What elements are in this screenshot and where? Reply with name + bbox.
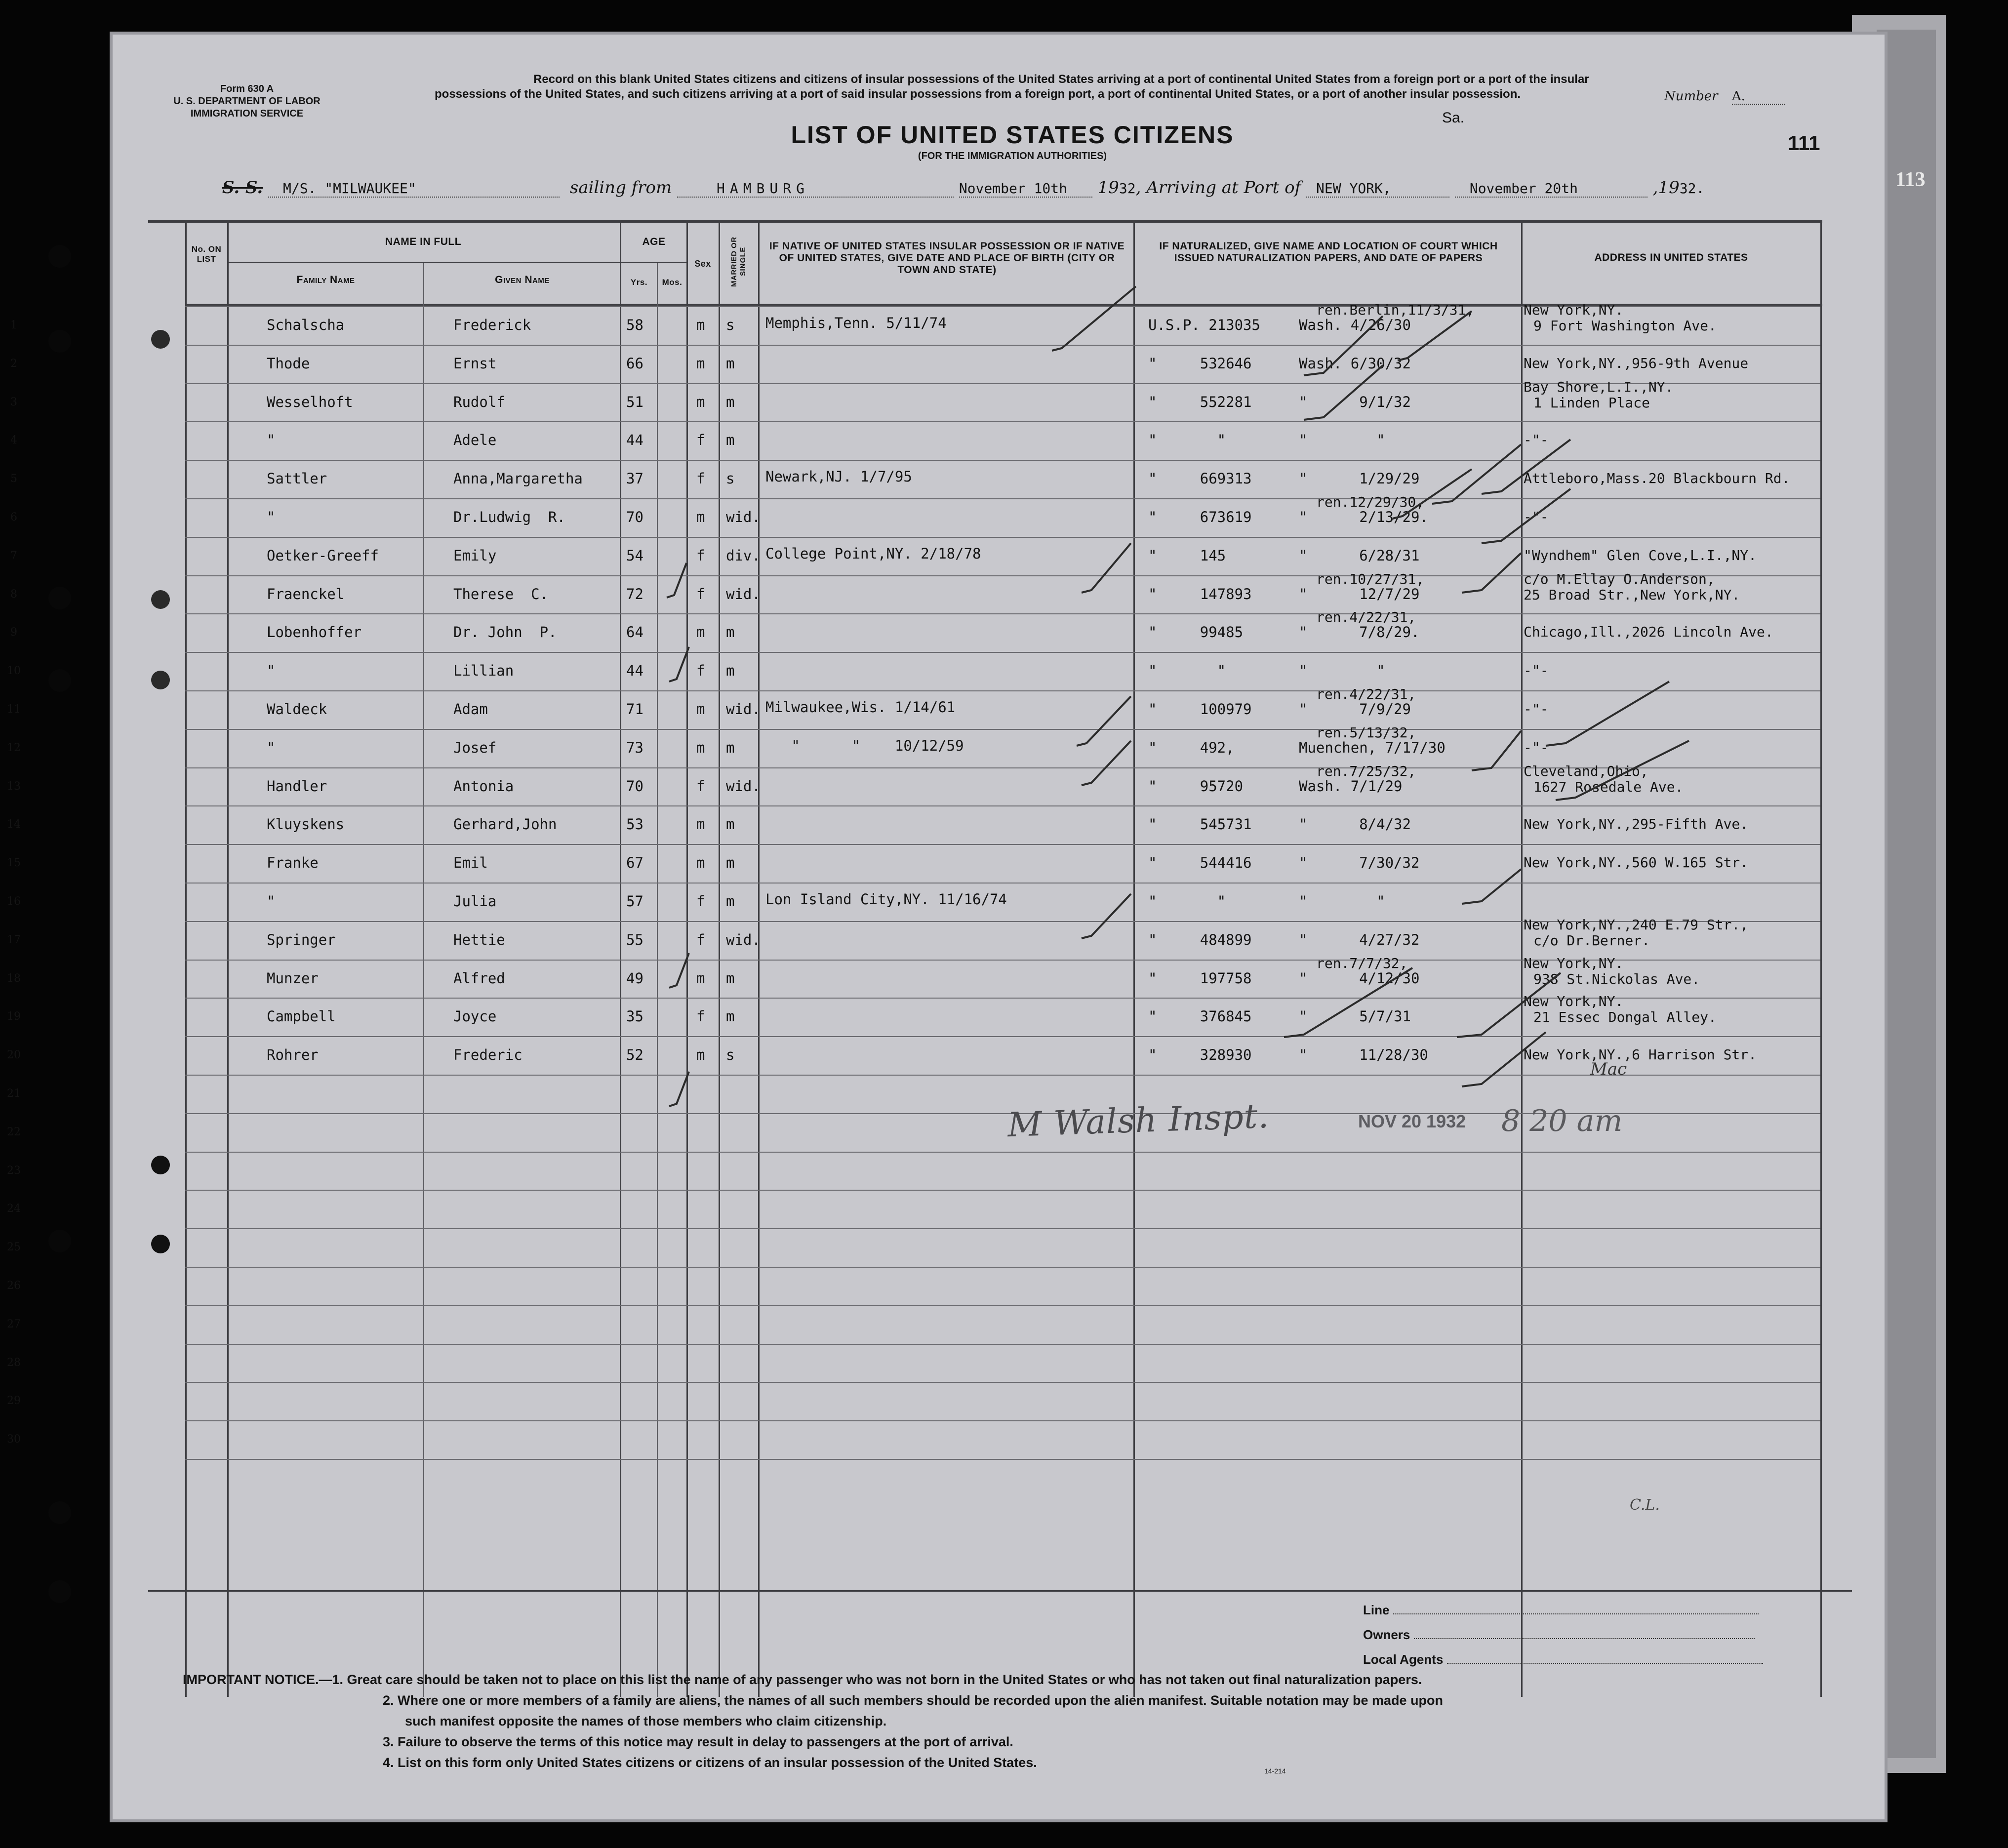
departure-date: November 10th bbox=[959, 180, 1092, 198]
check-mark-icon bbox=[1304, 316, 1383, 375]
row-number: 28 bbox=[7, 1357, 21, 1369]
arrival-date-stamp: NOV 20 1932 bbox=[1358, 1111, 1466, 1131]
address-line-1: -"- bbox=[1524, 739, 1549, 756]
row-number: 26 bbox=[7, 1280, 21, 1292]
check-mark-icon bbox=[1472, 731, 1521, 770]
table-bottom-rule bbox=[148, 1590, 1852, 1592]
arrival-year-value: 32. bbox=[1679, 180, 1705, 197]
row-number: 18 bbox=[7, 972, 21, 985]
sex: m bbox=[696, 854, 705, 871]
age-years: 44 bbox=[626, 432, 643, 448]
marital-status: m bbox=[726, 739, 735, 756]
row-number: 2 bbox=[10, 358, 17, 370]
naturalization-court-date: Wash. 6/30/32 bbox=[1299, 355, 1411, 372]
important-notice bbox=[183, 1669, 1822, 1773]
row-number: 24 bbox=[7, 1203, 21, 1215]
naturalization-court-date: " 5/7/31 bbox=[1299, 1008, 1411, 1025]
given-name: Dr.Ludwig R. bbox=[453, 509, 565, 525]
sex: m bbox=[696, 394, 705, 410]
col-header-number: No. ON LIST bbox=[191, 244, 222, 264]
address-line-1: New York,NY.,295-Fifth Ave. bbox=[1524, 816, 1749, 832]
sex: f bbox=[696, 547, 705, 564]
address-line-1: -"- bbox=[1524, 509, 1549, 525]
check-mark-icon bbox=[1462, 869, 1521, 904]
naturalization-renewal: ren.7/7/32, bbox=[1316, 955, 1408, 971]
family-name: Oetker-Greeff bbox=[267, 547, 379, 564]
check-mark-icon bbox=[1462, 553, 1521, 593]
age-years: 58 bbox=[626, 317, 643, 333]
departure-year-value: 32 bbox=[1119, 180, 1136, 197]
row-number: 19 bbox=[7, 1010, 21, 1023]
col-header-sex: Sex bbox=[694, 259, 711, 269]
row-number: 17 bbox=[7, 934, 21, 946]
row-number: 10 bbox=[7, 665, 21, 677]
naturalization-cert: " 147893 bbox=[1148, 586, 1252, 603]
address-line-2: 9 Fort Washington Ave. bbox=[1533, 318, 1717, 334]
family-name: Waldeck bbox=[267, 701, 327, 718]
age-years: 71 bbox=[626, 701, 643, 718]
arrival-date: November 20th bbox=[1455, 180, 1647, 198]
row-number: 13 bbox=[7, 780, 21, 793]
row-number: 15 bbox=[7, 857, 21, 869]
naturalization-court-date: " 12/7/29 bbox=[1299, 586, 1420, 603]
given-name: Alfred bbox=[453, 970, 505, 987]
row-number: 25 bbox=[7, 1241, 21, 1253]
check-mark-icon bbox=[669, 1072, 689, 1106]
naturalization-cert: " 673619 bbox=[1148, 509, 1252, 525]
address-line-1: New York,NY. bbox=[1524, 302, 1624, 318]
line-field bbox=[1363, 1603, 1773, 1618]
given-name: Antonia bbox=[453, 778, 514, 795]
given-name: Josef bbox=[453, 739, 497, 756]
sex: m bbox=[696, 816, 705, 833]
address-correction: Mac bbox=[1590, 1059, 1627, 1079]
age-years: 67 bbox=[626, 854, 643, 871]
marital-status: wid. bbox=[726, 701, 761, 718]
naturalization-cert: " " bbox=[1148, 893, 1226, 910]
address-line-1: c/o M.Ellay O.Anderson, bbox=[1524, 571, 1715, 587]
owners-blank bbox=[1414, 1638, 1755, 1639]
row-number: 27 bbox=[7, 1318, 21, 1330]
sex: m bbox=[696, 739, 705, 756]
check-mark-icon bbox=[669, 953, 689, 988]
address-line-2: 1 Linden Place bbox=[1533, 395, 1650, 411]
family-name: Handler bbox=[267, 778, 327, 795]
check-mark-icon bbox=[669, 647, 689, 682]
marital-status: s bbox=[726, 317, 735, 333]
age-years: 70 bbox=[626, 778, 643, 795]
row-number: 30 bbox=[7, 1433, 21, 1446]
arrival-year-prefix: 19 bbox=[1658, 178, 1680, 198]
family-name: Schalscha bbox=[267, 317, 345, 333]
col-header-naturalization: IF NATURALIZED, GIVE NAME AND LOCATION OF COURT WHICH ISSUED NATURALIZATION PAPERS, AND DATE OF PAPERS bbox=[1159, 241, 1498, 264]
family-name: " bbox=[267, 662, 276, 679]
address-line-1: Attleboro,Mass.20 Blackbourn Rd. bbox=[1524, 470, 1790, 486]
family-name: Munzer bbox=[267, 970, 319, 987]
naturalization-cert: " 552281 bbox=[1148, 394, 1252, 410]
naturalization-renewal: ren.5/13/32, bbox=[1316, 724, 1416, 741]
address-line-1: Bay Shore,L.I.,NY. bbox=[1524, 379, 1674, 395]
sheet-number-under: 113 bbox=[1895, 168, 1926, 191]
age-years: 52 bbox=[626, 1046, 643, 1063]
naturalization-court-date: " " bbox=[1299, 662, 1385, 679]
agents-label: Local Agents bbox=[1363, 1652, 1444, 1667]
line-label: Line bbox=[1363, 1603, 1390, 1617]
row-number: 5 bbox=[10, 473, 17, 485]
marital-status: m bbox=[726, 624, 735, 641]
family-name: Wesselhoft bbox=[267, 394, 353, 410]
line-blank bbox=[1393, 1613, 1759, 1614]
given-name: Lillian bbox=[453, 662, 514, 679]
naturalization-court-date: " " bbox=[1299, 893, 1385, 910]
check-mark-icon bbox=[667, 563, 686, 598]
birth-place-date: Newark,NJ. 1/7/95 bbox=[765, 468, 912, 485]
row-number: 20 bbox=[7, 1049, 21, 1061]
given-name: Adele bbox=[453, 432, 497, 448]
marital-status: m bbox=[726, 970, 735, 987]
address-line-1: -"- bbox=[1524, 662, 1549, 679]
check-mark-icon bbox=[1398, 311, 1472, 361]
family-name: Thode bbox=[267, 355, 310, 372]
naturalization-court-date: " 1/29/29 bbox=[1299, 470, 1420, 487]
naturalization-renewal: ren.Berlin,11/3/31, bbox=[1316, 302, 1475, 318]
agents-field bbox=[1363, 1652, 1773, 1667]
inspector-signature: M Walsh Inspt. bbox=[1006, 1096, 1270, 1145]
given-name: Joyce bbox=[453, 1008, 497, 1025]
address-line-1: New York,NY.,956-9th Avenue bbox=[1524, 355, 1749, 371]
col-header-years: Yrs. bbox=[630, 278, 648, 287]
age-years: 54 bbox=[626, 547, 643, 564]
given-name: Emil bbox=[453, 854, 488, 871]
age-years: 70 bbox=[626, 509, 643, 525]
row-number: 22 bbox=[7, 1126, 21, 1138]
marital-status: m bbox=[726, 432, 735, 448]
departure-year-prefix: 19 bbox=[1097, 178, 1119, 198]
marital-status: wid. bbox=[726, 778, 761, 795]
age-years: 73 bbox=[626, 739, 643, 756]
marital-status: wid. bbox=[726, 931, 761, 948]
vessel-name: M/S. "MILWAUKEE" bbox=[268, 180, 560, 198]
sailing-from-label: sailing from bbox=[569, 178, 672, 198]
ss-label: S. S. bbox=[222, 178, 263, 198]
row-number: 4 bbox=[10, 434, 17, 446]
naturalization-court-date: " 7/9/29 bbox=[1299, 701, 1411, 718]
row-number: 29 bbox=[7, 1395, 21, 1407]
check-mark-icon bbox=[1457, 973, 1561, 1037]
marital-status: s bbox=[726, 1046, 735, 1063]
naturalization-cert: " 99485 bbox=[1148, 624, 1244, 641]
owners-field bbox=[1363, 1627, 1773, 1643]
family-name: " bbox=[267, 739, 276, 756]
marital-status: m bbox=[726, 1008, 735, 1025]
naturalization-court-date: " 7/30/32 bbox=[1299, 854, 1420, 871]
notice-item-2b: such manifest opposite the names of those members who claim citizenship. bbox=[405, 1714, 887, 1728]
col-header-family-name: Family Name bbox=[296, 274, 355, 285]
naturalization-renewal: ren.7/25/32, bbox=[1316, 763, 1416, 779]
birth-place-date: College Point,NY. 2/18/78 bbox=[765, 545, 981, 562]
notice-item-4: 4. List on this form only United States citizens or citizens of an insular possession of the United States. bbox=[383, 1755, 1037, 1770]
naturalization-court-date: Wash. 7/1/29 bbox=[1299, 778, 1403, 795]
family-name: Franke bbox=[267, 854, 319, 871]
sa-mark: Sa. bbox=[1442, 110, 1465, 126]
row-number: 9 bbox=[10, 626, 17, 639]
departure-year: 1932, bbox=[1097, 178, 1141, 198]
marital-status: wid. bbox=[726, 509, 761, 525]
check-mark-icon bbox=[1546, 682, 1669, 746]
naturalization-court-date: " 9/1/32 bbox=[1299, 394, 1411, 410]
naturalization-court-date: " 6/28/31 bbox=[1299, 547, 1420, 564]
naturalization-cert: " 532646 bbox=[1148, 355, 1252, 372]
col-header-birth: IF NATIVE OF UNITED STATES INSULAR POSSESSION OR IF NATIVE OF UNITED STATES, GIVE DATE AND PLACE OF BIRTH (CITY OR TOWN AND STATE) bbox=[769, 241, 1125, 276]
col-header-given-name: Given Name bbox=[495, 274, 550, 285]
marital-status: div. bbox=[726, 547, 761, 564]
address-line-1: "Wyndhem" Glen Cove,L.I.,NY. bbox=[1524, 547, 1757, 563]
check-mark-icon bbox=[1077, 696, 1131, 746]
naturalization-renewal: ren.4/22/31, bbox=[1316, 686, 1416, 702]
naturalization-court-date: Wash. 4/26/30 bbox=[1299, 317, 1411, 333]
given-name: Ernst bbox=[453, 355, 497, 372]
department-name: U. S. DEPARTMENT OF LABOR bbox=[173, 96, 321, 107]
naturalization-renewal: ren.12/29/30, bbox=[1316, 494, 1425, 510]
given-name: Adam bbox=[453, 701, 488, 718]
family-name: Rohrer bbox=[267, 1046, 319, 1063]
given-name: Rudolf bbox=[453, 394, 505, 410]
address-line-1: New York,NY. bbox=[1524, 955, 1624, 971]
family-name: " bbox=[267, 893, 276, 910]
age-years: 44 bbox=[626, 662, 643, 679]
naturalization-court-date: " 7/8/29. bbox=[1299, 624, 1420, 641]
notice-item-2a: 2. Where one or more members of a family are aliens, the names of all such members should be recorded upon the alien manifest. Suitable notation may be made upon bbox=[383, 1693, 1444, 1708]
age-years: 72 bbox=[626, 586, 643, 603]
marital-status: m bbox=[726, 662, 735, 679]
marital-status: s bbox=[726, 470, 735, 487]
naturalization-cert: " 545731 bbox=[1148, 816, 1252, 833]
initials-mark: C.L. bbox=[1630, 1496, 1660, 1514]
family-name: " bbox=[267, 509, 276, 525]
row-number: 6 bbox=[10, 511, 17, 523]
naturalization-court-date: " 4/27/32 bbox=[1299, 931, 1420, 948]
check-mark-icon bbox=[1432, 444, 1521, 504]
sex: m bbox=[696, 509, 705, 525]
arrival-port: NEW YORK, bbox=[1306, 180, 1449, 198]
notice-line-1: IMPORTANT NOTICE.—1. Great care should be taken not to place on this list the name of any passenger who was not born in the United States or who has not taken out final naturalization papers. bbox=[183, 1672, 1422, 1687]
given-name: Anna,Margaretha bbox=[453, 470, 583, 487]
naturalization-court-date: " 8/4/32 bbox=[1299, 816, 1411, 833]
form-code: 14-214 bbox=[1264, 1767, 1286, 1775]
given-name: Hettie bbox=[453, 931, 505, 948]
naturalization-renewal: ren.4/22/31, bbox=[1316, 609, 1416, 625]
page-subtitle: (FOR THE IMMIGRATION AUTHORITIES) bbox=[918, 151, 1107, 161]
row-number: 12 bbox=[7, 742, 21, 754]
family-name: Sattler bbox=[267, 470, 327, 487]
birth-place-date: Lon Island City,NY. 11/16/74 bbox=[765, 891, 1007, 908]
sheet-number: 111 bbox=[1788, 131, 1820, 155]
address-line-2: c/o Dr.Berner. bbox=[1533, 932, 1650, 949]
notice-item-1: 1. Great care should be taken not to place on this list the name of any passenger who was not born in the United States or who has not taken out final naturalization papers. bbox=[332, 1672, 1422, 1687]
row-number: 16 bbox=[7, 895, 21, 908]
check-mark-icon bbox=[1082, 543, 1131, 593]
address-line-2: 21 Essec Dongal Alley. bbox=[1533, 1009, 1717, 1025]
family-name: Campbell bbox=[267, 1008, 336, 1025]
naturalization-court-date: " 2/13/29. bbox=[1299, 509, 1428, 525]
given-name: Therese C. bbox=[453, 586, 549, 603]
given-name: Julia bbox=[453, 893, 497, 910]
naturalization-cert: " " bbox=[1148, 662, 1226, 679]
check-mark-icon bbox=[1482, 489, 1570, 543]
check-marks bbox=[667, 286, 1689, 1106]
marital-status: m bbox=[726, 854, 735, 871]
age-years: 57 bbox=[626, 893, 643, 910]
address-line-2: 25 Broad Str.,New York,NY. bbox=[1524, 587, 1740, 603]
check-mark-icon bbox=[1462, 1032, 1546, 1086]
naturalization-court-date: " 11/28/30 bbox=[1299, 1046, 1428, 1063]
naturalization-cert: U.S.P. 213035 bbox=[1148, 317, 1260, 333]
time-mark: 8 20 am bbox=[1501, 1104, 1623, 1138]
sex: f bbox=[696, 893, 705, 910]
naturalization-cert: " 145 bbox=[1148, 547, 1226, 564]
naturalization-court-date: Muenchen, 7/17/30 bbox=[1299, 739, 1446, 756]
col-header-address: ADDRESS IN UNITED STATES bbox=[1594, 252, 1748, 263]
marital-status: m bbox=[726, 893, 735, 910]
address-line-1: New York,NY.,240 E.79 Str., bbox=[1524, 917, 1749, 933]
sex: f bbox=[696, 778, 705, 795]
number-label: Number bbox=[1664, 89, 1718, 104]
check-mark-icon bbox=[1082, 741, 1131, 785]
family-name: " bbox=[267, 432, 276, 448]
marital-status: m bbox=[726, 816, 735, 833]
sex: f bbox=[696, 931, 705, 948]
address-line-1: New York,NY.,6 Harrison Str. bbox=[1524, 1046, 1757, 1063]
row-number: 11 bbox=[7, 703, 21, 716]
arriving-label: Arriving at Port of bbox=[1146, 178, 1301, 198]
address-line-1: Chicago,Ill.,2026 Lincoln Ave. bbox=[1524, 624, 1773, 640]
col-header-name-in-full: NAME IN FULL bbox=[385, 236, 462, 247]
naturalization-cert: " 484899 bbox=[1148, 931, 1252, 948]
given-name: Frederic bbox=[453, 1046, 522, 1063]
age-years: 55 bbox=[626, 931, 643, 948]
address-line-2: 938 St.Nickolas Ave. bbox=[1533, 971, 1700, 987]
given-name: Frederick bbox=[453, 317, 531, 333]
address-line-1: New York,NY. bbox=[1524, 993, 1624, 1009]
naturalization-cert: " 492, bbox=[1148, 739, 1235, 756]
sex: m bbox=[696, 1046, 705, 1063]
row-number: 3 bbox=[10, 396, 17, 408]
check-mark-icon bbox=[1556, 741, 1689, 800]
age-years: 35 bbox=[626, 1008, 643, 1025]
departure-port: HAMBURG bbox=[677, 180, 954, 198]
check-mark-icon bbox=[1284, 968, 1412, 1037]
family-name: Lobenhoffer bbox=[267, 624, 362, 641]
marital-status: m bbox=[726, 355, 735, 372]
age-years: 37 bbox=[626, 470, 643, 487]
sex: f bbox=[696, 1008, 705, 1025]
birth-place-date: " " 10/12/59 bbox=[765, 737, 964, 754]
marital-status: wid. bbox=[726, 586, 761, 603]
check-mark-icon bbox=[1082, 894, 1131, 938]
naturalization-cert: " 544416 bbox=[1148, 854, 1252, 871]
family-name: Kluyskens bbox=[267, 816, 345, 833]
marital-status: m bbox=[726, 394, 735, 410]
age-years: 49 bbox=[626, 970, 643, 987]
address-line-1: New York,NY.,560 W.165 Str. bbox=[1524, 854, 1749, 871]
col-header-age: AGE bbox=[642, 236, 666, 247]
page-title: LIST OF UNITED STATES CITIZENS bbox=[791, 121, 1234, 149]
check-mark-icon bbox=[1052, 286, 1136, 351]
sex: m bbox=[696, 355, 705, 372]
naturalization-cert: " 95720 bbox=[1148, 778, 1244, 795]
row-number: 8 bbox=[10, 588, 17, 601]
naturalization-cert: " 376845 bbox=[1148, 1008, 1252, 1025]
arrival-year: ,1932. bbox=[1652, 178, 1705, 198]
naturalization-cert: " 197758 bbox=[1148, 970, 1252, 987]
col-header-months: Mos. bbox=[662, 278, 683, 287]
row-number: 7 bbox=[10, 550, 17, 562]
age-years: 53 bbox=[626, 816, 643, 833]
age-years: 66 bbox=[626, 355, 643, 372]
naturalization-cert: " 100979 bbox=[1148, 701, 1252, 718]
age-years: 64 bbox=[626, 624, 643, 641]
notice-title: IMPORTANT NOTICE. bbox=[183, 1672, 319, 1687]
given-name: Gerhard,John bbox=[453, 816, 557, 833]
naturalization-cert: " " bbox=[1148, 432, 1226, 448]
birth-place-date: Memphis,Tenn. 5/11/74 bbox=[765, 315, 947, 331]
sex: f bbox=[696, 662, 705, 679]
col-header-married: MARRIED OR SINGLE bbox=[730, 237, 747, 287]
address-line-1: -"- bbox=[1524, 432, 1549, 448]
row-number: 23 bbox=[7, 1165, 21, 1177]
sex: m bbox=[696, 624, 705, 641]
naturalization-cert: " 669313 bbox=[1148, 470, 1252, 487]
row-number: 21 bbox=[7, 1087, 21, 1100]
naturalization-renewal: ren.10/27/31, bbox=[1316, 571, 1425, 587]
sex: m bbox=[696, 317, 705, 333]
service-name: IMMIGRATION SERVICE bbox=[190, 108, 304, 119]
sex: m bbox=[696, 701, 705, 718]
row-number: 14 bbox=[7, 818, 21, 831]
address-line-1: Cleveland,Ohio, bbox=[1524, 763, 1648, 779]
form-instruction: Record on this blank United States citizens and citizens of insular possessions of the United States arriving at a port of continental United States from a foreign port or a port of the insular possessions of the United States, and such citizens arriving at a port of said insular possessions from a foreign port, a port of continental United States, or a port of another insular possession. bbox=[435, 73, 1589, 101]
birth-place-date: Milwaukee,Wis. 1/14/61 bbox=[765, 699, 956, 716]
form-number: Form 630 A bbox=[220, 83, 274, 94]
naturalization-cert: " 328930 bbox=[1148, 1046, 1252, 1063]
number-value: A. bbox=[1732, 89, 1785, 105]
sex: m bbox=[696, 970, 705, 987]
given-name: Emily bbox=[453, 547, 497, 564]
sex: f bbox=[696, 470, 705, 487]
sex: f bbox=[696, 432, 705, 448]
age-years: 51 bbox=[626, 394, 643, 410]
address-line-1: -"- bbox=[1524, 701, 1549, 717]
row-number: 1 bbox=[10, 319, 17, 331]
owners-label: Owners bbox=[1363, 1627, 1410, 1642]
address-line-2: 1627 Rosedale Ave. bbox=[1533, 779, 1684, 795]
agents-blank bbox=[1447, 1663, 1763, 1664]
notice-item-3: 3. Failure to observe the terms of this notice may result in delay to passengers at the port of arrival. bbox=[383, 1734, 1013, 1749]
family-name: Fraenckel bbox=[267, 586, 345, 603]
family-name: Springer bbox=[267, 931, 336, 948]
naturalization-court-date: " " bbox=[1299, 432, 1385, 448]
naturalization-court-date: " 4/12/30 bbox=[1299, 970, 1420, 987]
sex: f bbox=[696, 586, 705, 603]
given-name: Dr. John P. bbox=[453, 624, 557, 641]
